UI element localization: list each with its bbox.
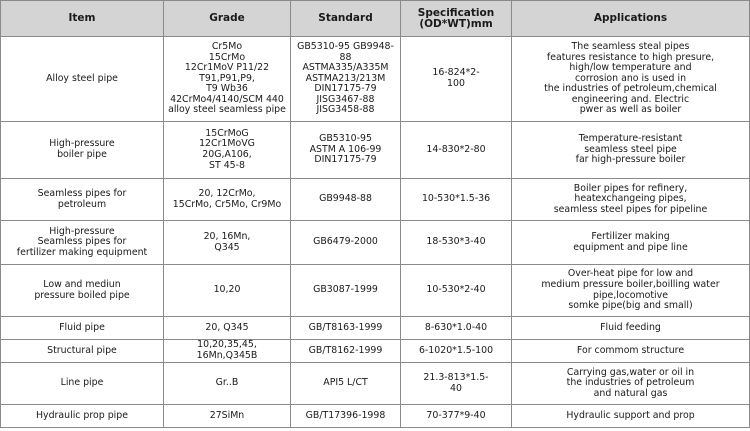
- cell-grade: 20, 12CrMo, 15CrMo, Cr5Mo, Cr9Mo: [164, 179, 291, 221]
- cell-spec: 10-530*2-40: [401, 265, 512, 317]
- cell-standard: GB5310-95 ASTM A 106-99 DIN17175-79: [291, 122, 401, 179]
- cell-spec: 8-630*1.0-40: [401, 317, 512, 340]
- cell-item: Fluid pipe: [1, 317, 164, 340]
- cell-grade: 20, Q345: [164, 317, 291, 340]
- cell-applications: Fertilizer making equipment and pipe line: [512, 221, 750, 265]
- cell-spec: 21.3-813*1.5- 40: [401, 363, 512, 405]
- cell-item: Seamless pipes for petroleum: [1, 179, 164, 221]
- cell-spec: 14-830*2-80: [401, 122, 512, 179]
- cell-grade: 10,20,35,45, 16Mn,Q345B: [164, 340, 291, 363]
- cell-spec: 16-824*2- 100: [401, 37, 512, 122]
- table-row: [1, 265, 750, 317]
- cell-applications: For commom structure: [512, 340, 750, 363]
- table-row: [1, 405, 750, 428]
- cell-standard: API5 L/CT: [291, 363, 401, 405]
- cell-item: Alloy steel pipe: [1, 37, 164, 122]
- cell-grade: Gr..B: [164, 363, 291, 405]
- cell-grade: Cr5Mo 15CrMo 12Cr1MoV P11/22 T91,P91,P9, T9 Wb36 42CrMo4/4140/SCM 440 alloy steel seamless pipe: [164, 37, 291, 122]
- cell-standard: GB6479-2000: [291, 221, 401, 265]
- cell-standard: GB5310-95 GB9948- 88 ASTMA335/A335M ASTMA213/213M DIN17175-79 JISG3467-88 JISG3458-88: [291, 37, 401, 122]
- cell-item: High-pressure Seamless pipes for fertilizer making equipment: [1, 221, 164, 265]
- header-applications: Applications: [512, 1, 750, 37]
- cell-item: High-pressure boiler pipe: [1, 122, 164, 179]
- cell-spec: 6-1020*1.5-100: [401, 340, 512, 363]
- cell-applications: The seamless steal pipes features resistance to high presure, high/low temperature and corrosion ano is used in the industries of petroleum,chemical engineering and. Electric pwer as well as boiler: [512, 37, 750, 122]
- cell-spec: 18-530*3-40: [401, 221, 512, 265]
- table-row: [1, 363, 750, 405]
- cell-standard: GB/T8163-1999: [291, 317, 401, 340]
- cell-spec: 70-377*9-40: [401, 405, 512, 428]
- cell-applications: Over-heat pipe for low and medium pressure boiler,boilling water pipe,locomotive somke pipe(big and small): [512, 265, 750, 317]
- cell-applications: Hydraulic support and prop: [512, 405, 750, 428]
- cell-item: Low and mediun pressure boiled pipe: [1, 265, 164, 317]
- table-row: [1, 340, 750, 363]
- cell-spec: 10-530*1.5-36: [401, 179, 512, 221]
- header-specification: Specification (OD*WT)mm: [401, 1, 512, 37]
- table-row: [1, 122, 750, 179]
- table-row: [1, 179, 750, 221]
- cell-grade: 10,20: [164, 265, 291, 317]
- header-row: [1, 1, 750, 37]
- cell-applications: Carrying gas,water or oil in the industries of petroleum and natural gas: [512, 363, 750, 405]
- cell-applications: Temperature-resistant seamless steel pipe far high-pressure boiler: [512, 122, 750, 179]
- header-item: Item: [1, 1, 164, 37]
- cell-item: Line pipe: [1, 363, 164, 405]
- cell-applications: Fluid feeding: [512, 317, 750, 340]
- cell-standard: GB/T8162-1999: [291, 340, 401, 363]
- cell-applications: Boiler pipes for refinery, heatexchangeing pipes, seamless steel pipes for pipeline: [512, 179, 750, 221]
- table-row: [1, 221, 750, 265]
- header-grade: Grade: [164, 1, 291, 37]
- table-row: [1, 317, 750, 340]
- cell-grade: 20, 16Mn, Q345: [164, 221, 291, 265]
- cell-grade: 27SiMn: [164, 405, 291, 428]
- header-standard: Standard: [291, 1, 401, 37]
- table-row: [1, 37, 750, 122]
- cell-standard: GB9948-88: [291, 179, 401, 221]
- cell-grade: 15CrMoG 12Cr1MoVG 20G,A106, ST 45-8: [164, 122, 291, 179]
- cell-standard: GB3087-1999: [291, 265, 401, 317]
- cell-item: Structural pipe: [1, 340, 164, 363]
- cell-standard: GB/T17396-1998: [291, 405, 401, 428]
- cell-item: Hydraulic prop pipe: [1, 405, 164, 428]
